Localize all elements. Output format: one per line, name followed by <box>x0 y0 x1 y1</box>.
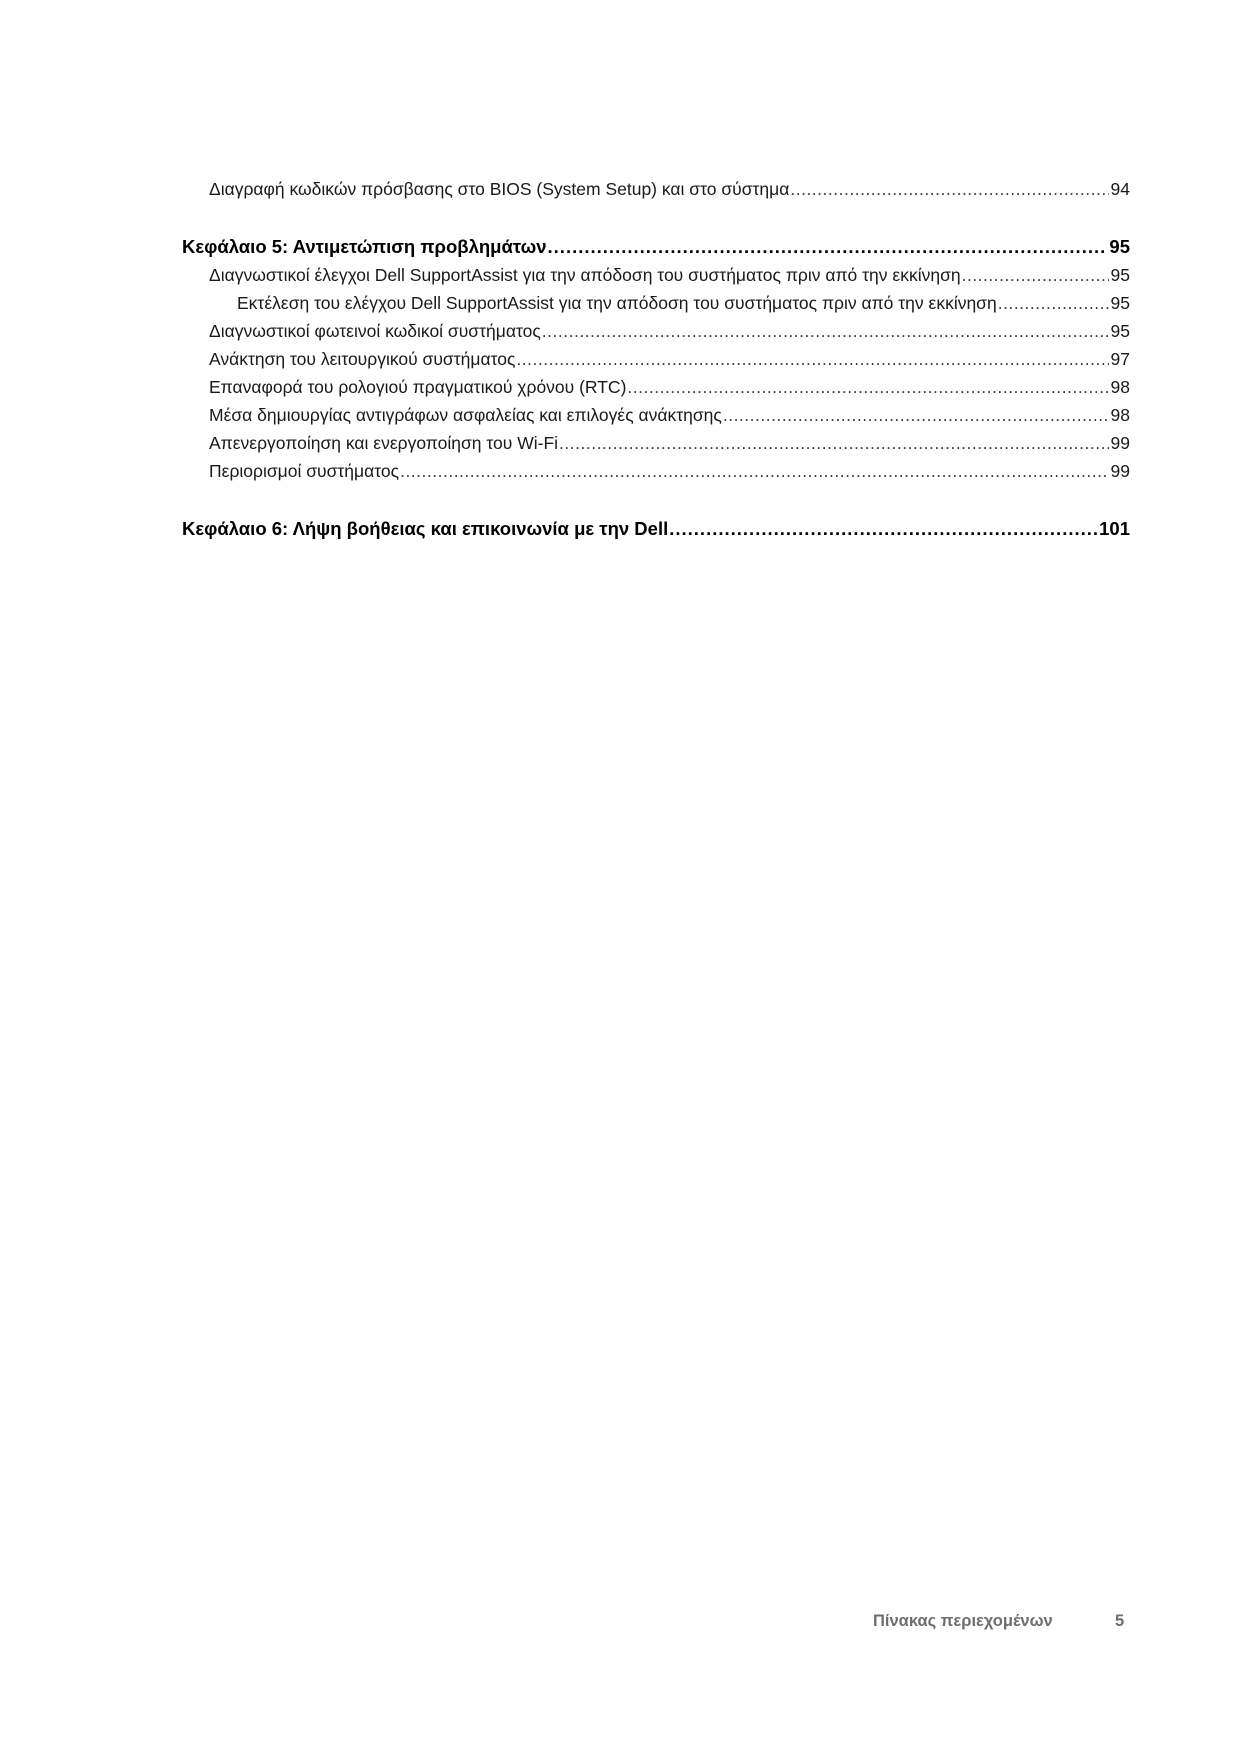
toc-entry-page: 99 <box>1110 433 1130 453</box>
toc-entry-title: Εκτέλεση του ελέγχου Dell SupportAssist για την απόδοση του συστήματος πριν από την εκκίνηση <box>237 293 997 313</box>
dot-leader <box>627 376 1108 398</box>
toc-entry-page: 95 <box>1110 321 1130 341</box>
dot-leader <box>516 348 1108 370</box>
toc-entry-backup-recovery-options[interactable] <box>209 404 1130 426</box>
toc-chapter-page: 101 <box>1099 518 1130 539</box>
toc-entry-diagnostic-light-codes[interactable] <box>209 320 1130 342</box>
dot-leader <box>962 264 1109 286</box>
page-footer <box>0 1612 1241 1636</box>
dot-leader <box>998 292 1109 314</box>
dot-leader <box>559 432 1109 454</box>
toc-entry-page: 94 <box>1110 179 1130 199</box>
footer-section-title: Πίνακας περιεχομένων <box>873 1612 1053 1630</box>
toc-entry-title: Περιορισμοί συστήματος <box>209 461 400 481</box>
toc-entry-page: 97 <box>1110 349 1130 369</box>
toc-entry-title: Διαγραφή κωδικών πρόσβασης στο BIOS (System Setup) και στο σύστημα <box>209 179 790 199</box>
dot-leader <box>790 178 1108 200</box>
toc-entry-page: 98 <box>1110 405 1130 425</box>
dot-leader <box>723 404 1109 426</box>
toc-entry-page: 95 <box>1110 293 1130 313</box>
toc-chapter-5-troubleshooting[interactable] <box>182 236 1130 258</box>
toc-entry-page: 95 <box>1110 265 1130 285</box>
dot-leader <box>400 460 1108 482</box>
toc-entry-title: Ανάκτηση του λειτουργικού συστήματος <box>209 349 516 369</box>
toc-entry-wifi-power-cycle[interactable] <box>209 432 1130 454</box>
toc-entry-rtc-reset[interactable] <box>209 376 1130 398</box>
dot-leader <box>669 518 1097 540</box>
toc-chapter-page: 95 <box>1109 236 1130 257</box>
dot-leader <box>548 236 1108 258</box>
toc-entry-title: Μέσα δημιουργίας αντιγράφων ασφαλείας και επιλογές ανάκτησης <box>209 405 722 425</box>
toc-chapter-6-help-contact[interactable] <box>182 518 1130 540</box>
toc-entry-title: Διαγνωστικοί έλεγχοι Dell SupportAssist για την απόδοση του συστήματος πριν από την εκκίνηση <box>209 265 961 285</box>
footer-page-number: 5 <box>1115 1612 1125 1630</box>
toc-entry-title: Απενεργοποίηση και ενεργοποίηση του Wi-Fi <box>209 433 559 453</box>
dot-leader <box>542 320 1109 342</box>
toc-entry-title: Διαγνωστικοί φωτεινοί κωδικοί συστήματος <box>209 321 541 341</box>
toc-entry-page: 98 <box>1110 377 1130 397</box>
toc-entry-supportassist-diagnostics[interactable] <box>209 264 1130 286</box>
toc-subentry-run-supportassist[interactable] <box>237 292 1130 314</box>
toc-entry-title: Επαναφορά του ρολογιού πραγματικού χρόνου (RTC) <box>209 377 627 397</box>
toc-entry-clear-bios-passwords[interactable] <box>209 178 1130 200</box>
toc-entry-page: 99 <box>1110 461 1130 481</box>
toc-entry-os-recovery[interactable] <box>209 348 1130 370</box>
toc-chapter-title: Κεφάλαιο 5: Αντιμετώπιση προβλημάτων <box>182 236 547 257</box>
toc-entry-system-limitations[interactable] <box>209 460 1130 482</box>
toc-chapter-title: Κεφάλαιο 6: Λήψη βοήθειας και επικοινωνία με την Dell <box>182 518 669 539</box>
